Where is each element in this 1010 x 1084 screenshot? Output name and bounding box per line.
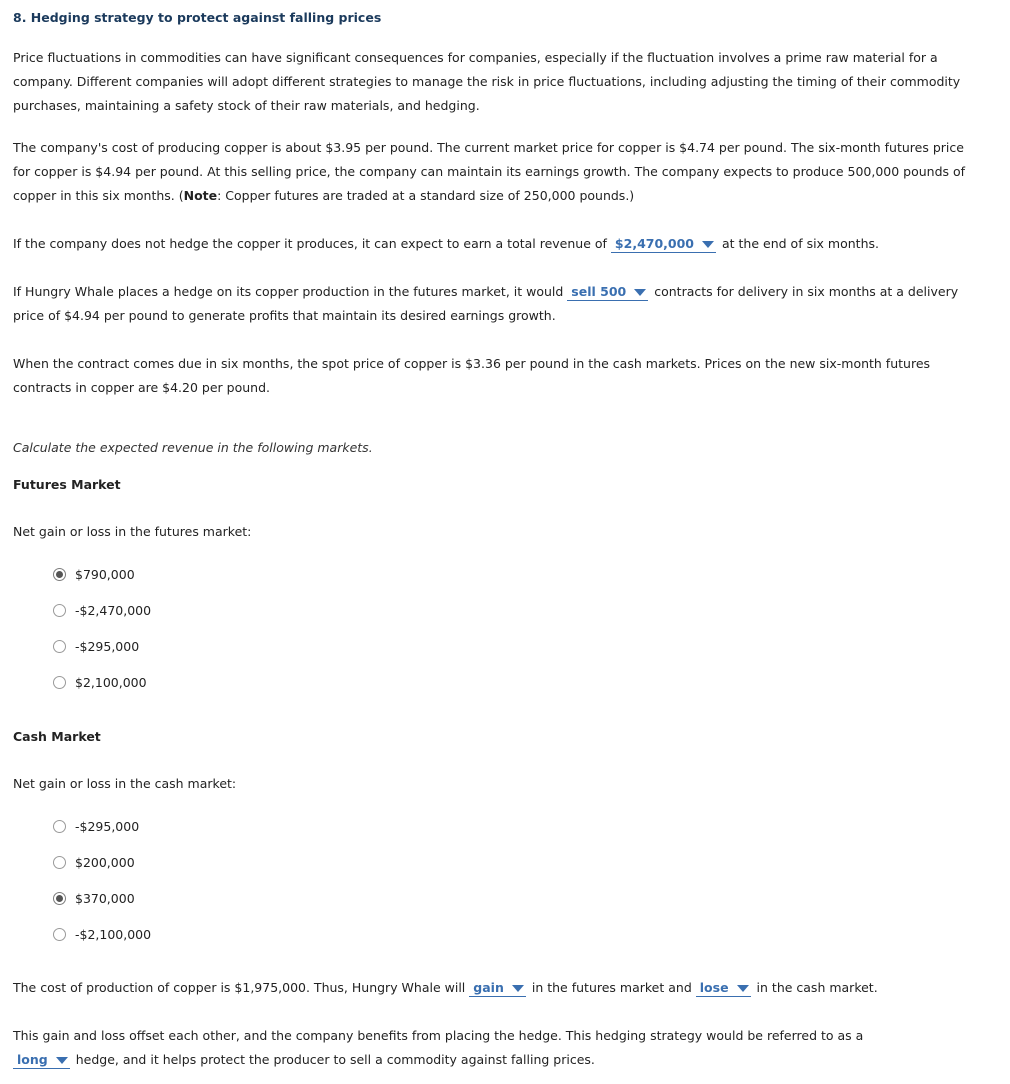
futures-result-dropdown[interactable] — [469, 980, 526, 997]
futures-heading: Futures Market — [13, 477, 121, 492]
futures-question: Net gain or loss in the futures market: — [13, 524, 252, 539]
option-label: $370,000 — [75, 890, 135, 906]
contract-due-paragraph: When the contract comes due in six months, the spot price of copper is $3.36 per pound in the cash markets. Prices on the new six-month futures contracts in copper are $4.20 per pound. — [13, 356, 931, 395]
futures-option[interactable] — [53, 565, 135, 583]
gain-lose-text: The cost of production of copper is $1,975,000. Thus, Hungry Whale will — [13, 980, 466, 995]
revenue-question-suffix: at the end of six months. — [722, 236, 879, 251]
hedge-type-value: long — [17, 1052, 48, 1067]
hedge-type-dropdown[interactable] — [13, 1052, 70, 1069]
revenue-dropdown[interactable] — [611, 236, 716, 253]
radio-selected[interactable] — [53, 568, 66, 581]
revenue-question-text: If the company does not hedge the copper it produces, it can expect to earn a total revenue of — [13, 236, 607, 251]
hedge-type-suffix: hedge, and it helps protect the producer to sell a commodity against falling prices. — [75, 1052, 595, 1067]
hedge-question-suffix: contracts for delivery in six months at a delivery price of $4.94 per pound to generate profits that maintain its desired earnings growth. — [13, 284, 959, 323]
contracts-dropdown-value: sell 500 — [571, 284, 627, 299]
option-label: -$2,470,000 — [75, 602, 152, 618]
chevron-down-icon — [737, 985, 749, 992]
option-label: $200,000 — [75, 854, 135, 870]
futures-option[interactable] — [53, 637, 139, 655]
hedge-type-question — [13, 1024, 973, 1072]
cash-option[interactable] — [53, 889, 135, 907]
gain-lose-suffix: in the cash market. — [756, 980, 878, 995]
hedge-type-text: This gain and loss offset each other, and the company benefits from placing the hedge. This hedging strategy would be referred to as a — [13, 1028, 864, 1043]
note-label: Note — [183, 188, 218, 203]
option-label: $790,000 — [75, 566, 135, 582]
cash-option[interactable] — [53, 817, 139, 835]
scenario-text: The company's cost of producing copper is about $3.95 per pound. The current market price for copper is $4.74 per pound. The six-month futures price for copper is $4.94 per pound. At this selling price, the company can maintain its earnings growth. The company expects to produce 500,000 pounds of copper in this six months. ( — [13, 140, 966, 203]
cash-result-value: lose — [699, 980, 729, 995]
instruction-text: Calculate the expected revenue in the following markets. — [13, 440, 373, 455]
radio[interactable] — [53, 604, 66, 617]
gain-lose-question — [13, 976, 973, 1000]
option-label: -$2,100,000 — [75, 926, 152, 942]
revenue-question — [13, 232, 973, 256]
cash-result-dropdown[interactable] — [696, 980, 751, 997]
chevron-down-icon — [512, 985, 524, 992]
note-text: : Copper futures are traded at a standard size of 250,000 pounds.) — [217, 188, 635, 203]
scenario-paragraph — [13, 136, 973, 208]
page-title: 8. Hedging strategy to protect against falling prices — [13, 10, 382, 25]
cash-question: Net gain or loss in the cash market: — [13, 776, 237, 791]
radio-selected[interactable] — [53, 892, 66, 905]
futures-option[interactable] — [53, 601, 151, 619]
contracts-dropdown[interactable] — [567, 284, 648, 301]
radio[interactable] — [53, 676, 66, 689]
chevron-down-icon — [634, 289, 646, 296]
revenue-dropdown-value: $2,470,000 — [614, 236, 694, 251]
option-label: $2,100,000 — [75, 674, 147, 690]
radio[interactable] — [53, 928, 66, 941]
radio[interactable] — [53, 640, 66, 653]
radio[interactable] — [53, 820, 66, 833]
cash-option[interactable] — [53, 925, 151, 943]
futures-option[interactable] — [53, 673, 147, 691]
hedge-question-text: If Hungry Whale places a hedge on its copper production in the futures market, it would — [13, 284, 564, 299]
chevron-down-icon — [702, 241, 714, 248]
cash-option[interactable] — [53, 853, 135, 871]
gain-lose-middle: in the futures market and — [531, 980, 692, 995]
chevron-down-icon — [56, 1057, 68, 1064]
cash-heading: Cash Market — [13, 729, 101, 744]
intro-paragraph: Price fluctuations in commodities can have significant consequences for companies, especially if the fluctuation involves a prime raw material for a company. Different companies will adopt different strategies to manage the risk in price fluctuations, including adjusting the timing of their commodity purchases, maintaining a safety stock of their raw materials, and hedging. — [13, 50, 961, 113]
futures-result-value: gain — [473, 980, 504, 995]
hedge-question — [13, 280, 973, 328]
option-label: -$295,000 — [75, 818, 140, 834]
option-label: -$295,000 — [75, 638, 140, 654]
radio[interactable] — [53, 856, 66, 869]
